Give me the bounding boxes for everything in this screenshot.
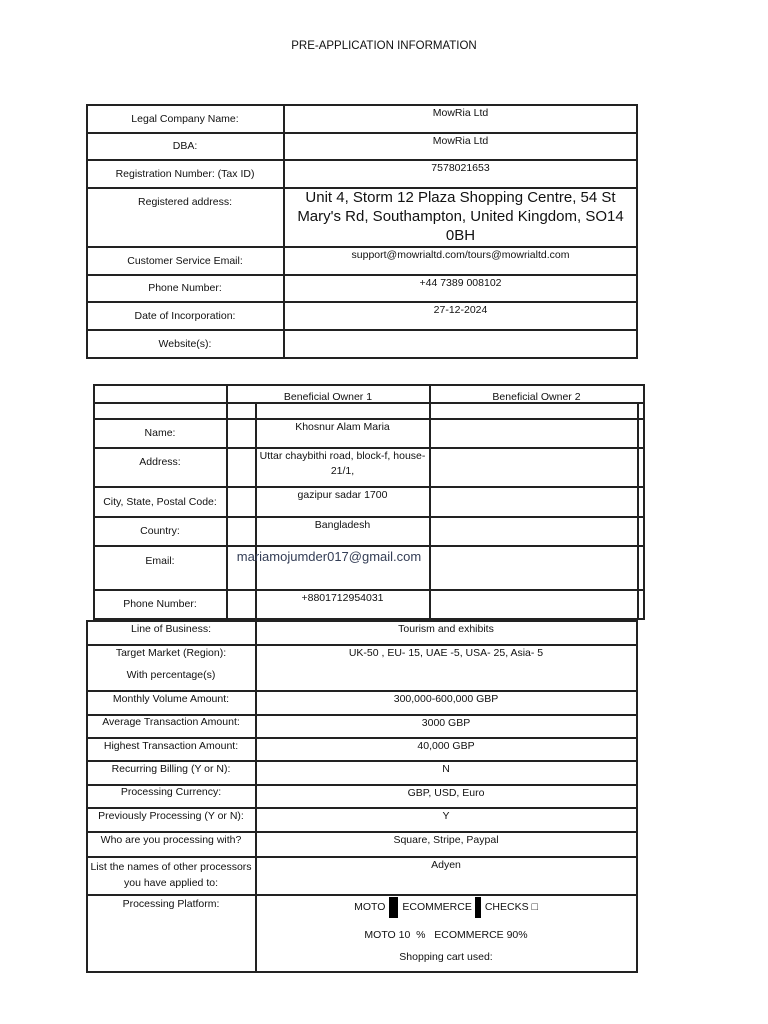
value-average-transaction: 3000 GBP xyxy=(421,717,471,729)
owner1-country: Bangladesh xyxy=(314,519,371,531)
value-legal-company-name: MowRia Ltd xyxy=(432,107,489,119)
label-highest-transaction: Highest Transaction Amount: xyxy=(103,739,239,752)
label-legal-company-name: Legal Company Name: xyxy=(131,112,239,125)
label-date-of-incorporation: Date of Incorporation: xyxy=(134,309,236,322)
owner2-phone xyxy=(430,589,637,620)
label-recurring-billing: Recurring Billing (Y or N): xyxy=(111,762,231,775)
value-registered-address: Unit 4, Storm 12 Plaza Shopping Centre, 54 St Mary's Rd, Southampton, United Kingdom, SO14 0BH xyxy=(297,189,624,244)
label-line-of-business: Line of Business: xyxy=(131,623,211,635)
owner1-city-state-postal: gazipur sadar 1700 xyxy=(297,489,388,501)
value-monthly-volume: 300,000-600,000 GBP xyxy=(393,693,499,705)
label-phone-number: Phone Number: xyxy=(148,282,222,294)
label-target-market: Target Market (Region): xyxy=(115,646,227,659)
option-ecommerce-label: ECOMMERCE xyxy=(402,901,472,913)
owner2-city-state-postal xyxy=(430,486,637,518)
owner-label-country: Country: xyxy=(140,525,180,537)
owner-label-phone: Phone Number: xyxy=(123,598,197,610)
owner1-address: Uttar chaybithi road, block-f, house-21/1, xyxy=(259,450,426,477)
page-title: PRE-APPLICATION INFORMATION xyxy=(291,40,477,52)
option-checks-label[interactable]: CHECKS □ xyxy=(484,901,538,913)
platform-options xyxy=(256,896,636,918)
value-highest-transaction: 40,000 GBP xyxy=(417,740,475,752)
option-moto-label: MOTO xyxy=(354,901,386,913)
value-phone-number: +44 7389 008102 xyxy=(419,277,502,289)
label-target-market-percentage: With percentage(s) xyxy=(126,668,216,681)
owner1-email: mariamojumder017@gmail.com xyxy=(236,549,422,564)
value-dba: MowRia Ltd xyxy=(432,135,489,147)
owner1-name: Khosnur Alam Maria xyxy=(295,421,390,433)
value-processing-currency: GBP, USD, Euro xyxy=(407,787,485,799)
owner1-header: Beneficial Owner 1 xyxy=(283,390,373,403)
owner1-phone: +8801712954031 xyxy=(301,592,384,604)
label-previously-processing: Previously Processing (Y or N): xyxy=(98,809,244,822)
label-websites: Website(s): xyxy=(158,337,212,350)
value-recurring-billing: N xyxy=(442,763,450,775)
label-average-transaction: Average Transaction Amount: xyxy=(102,715,240,728)
label-other-processors: List the names of other processors you have applied to: xyxy=(90,861,252,889)
platform-split: MOTO 10 % ECOMMERCE 90% xyxy=(364,928,528,941)
moto-checkbox-filled[interactable] xyxy=(389,897,398,918)
value-customer-service-email: support@mowrialtd.com/tours@mowrialtd.com xyxy=(351,249,570,261)
label-processing-platform: Processing Platform: xyxy=(122,897,220,910)
owner-label-city-state-postal: City, State, Postal Code: xyxy=(103,495,217,508)
value-line-of-business: Tourism and exhibits xyxy=(398,623,494,635)
value-other-processors: Adyen xyxy=(431,859,461,871)
label-customer-service-email: Customer Service Email: xyxy=(127,254,243,267)
value-target-market: UK-50 , EU- 15, UAE -5, USA- 25, Asia- 5 xyxy=(348,647,544,659)
label-processing-currency: Processing Currency: xyxy=(120,785,222,798)
label-registration-number: Registration Number: (Tax ID) xyxy=(115,167,255,180)
owner2-country xyxy=(430,516,637,547)
label-dba: DBA: xyxy=(172,140,198,152)
shopping-cart-label: Shopping cart used: xyxy=(399,950,493,963)
owner2-email xyxy=(430,545,637,591)
label-registered-address: Registered address: xyxy=(138,195,232,208)
label-processing-with: Who are you processing with? xyxy=(100,833,242,846)
owner2-address xyxy=(430,447,637,488)
owner-label-email: Email: xyxy=(145,554,175,567)
owner-label-name: Name: xyxy=(144,427,176,439)
value-previously-processing: Y xyxy=(442,810,450,822)
value-registration-number: 7578021653 xyxy=(431,162,490,174)
owner-label-address: Address: xyxy=(139,456,181,468)
owner2-name xyxy=(430,418,637,449)
ecommerce-checkbox-filled[interactable] xyxy=(475,897,481,918)
value-date-of-incorporation: 27-12-2024 xyxy=(433,304,488,316)
value-processing-with: Square, Stripe, Paypal xyxy=(393,834,499,846)
label-monthly-volume: Monthly Volume Amount: xyxy=(112,692,230,705)
owner2-header: Beneficial Owner 2 xyxy=(492,390,581,403)
value-websites xyxy=(285,329,636,359)
